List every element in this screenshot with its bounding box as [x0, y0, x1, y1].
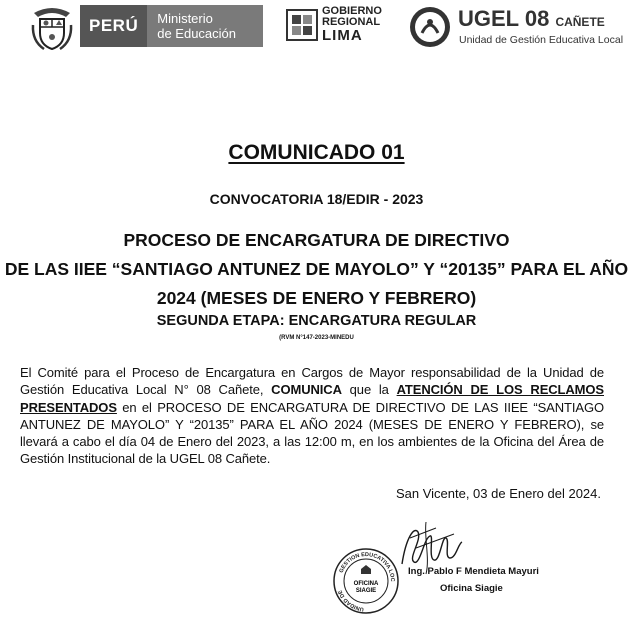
proceso-heading: PROCESO DE ENCARGATURA DE DIRECTIVO DE LAS IIEE “SANTIAGO ANTUNEZ DE MAYOLO” Y “20135” PARA EL AÑO 2024 (MESES DE ENERO Y FEBRERO) — [4, 230, 629, 308]
body-paragraph: El Comité para el Proceso de Encargatura en Cargos de Mayor responsabilidad de la Unidad de Gestión Educativa Local N° 08 Cañete, COMUNICA que la ATENCIÓN DE LOS RECLAMOS PRESENTADOS en el PROCESO DE ENCARGATURA DE DIRECTIVO DE LAS IIEE “SANTIAGO ANTUNEZ DE MAYOLO” Y “20135” PARA EL AÑO 2024 (MESES DE ENERO Y FEBRERO), se llevará a cabo el día 04 de Enero del 2023, a las 12:00 m, en los ambientes de la Oficina del Área de Gestión Institucional de la UGEL 08 Cañete. — [20, 365, 604, 467]
document-header — [0, 0, 633, 56]
ministerio-label: Ministerio de Educación — [147, 5, 263, 47]
svg-text:SIAGIE: SIAGIE — [355, 588, 377, 594]
signer-name: Ing. Pablo F Mendieta Mayuri — [408, 566, 539, 577]
peru-label: PERÚ — [80, 5, 147, 47]
signer-office: Oficina Siagie — [440, 583, 503, 594]
ugel-logo-icon — [408, 5, 452, 49]
gobierno-regional-icon — [285, 8, 319, 42]
ugel-subtitle: Unidad de Gestión Educativa Local — [459, 34, 624, 46]
atencion-keyword: ATENCIÓN DE LOS RECLAMOS PRESENTADOS — [20, 382, 604, 415]
minedu-logo — [80, 5, 263, 47]
rvm-reference: (RVM N°147-2023-MINEDU — [279, 335, 354, 341]
official-stamp-icon — [332, 547, 400, 615]
gobierno-regional-label: GOBIERNO REGIONAL LIMA — [322, 5, 382, 44]
convocatoria-label: CONVOCATORIA 18/EDIR - 2023 — [209, 191, 424, 207]
svg-text:OFICINA: OFICINA — [353, 581, 379, 587]
comunica-keyword: COMUNICA — [271, 382, 342, 398]
escudo-nacional-icon — [30, 3, 74, 51]
svg-text:GESTION EDUCATIVA LOCAL: GESTION EDUCATIVA LOC — [338, 551, 396, 582]
ugel-title: UGEL 08 CAÑETE — [458, 6, 605, 31]
place-date: San Vicente, 03 de Enero del 2024. — [395, 486, 601, 501]
etapa-heading: SEGUNDA ETAPA: ENCARGATURA REGULAR — [156, 313, 477, 329]
page-title: COMUNICADO 01 — [228, 141, 405, 164]
svg-text:UNIDAD DE: UNIDAD DE — [337, 589, 365, 612]
